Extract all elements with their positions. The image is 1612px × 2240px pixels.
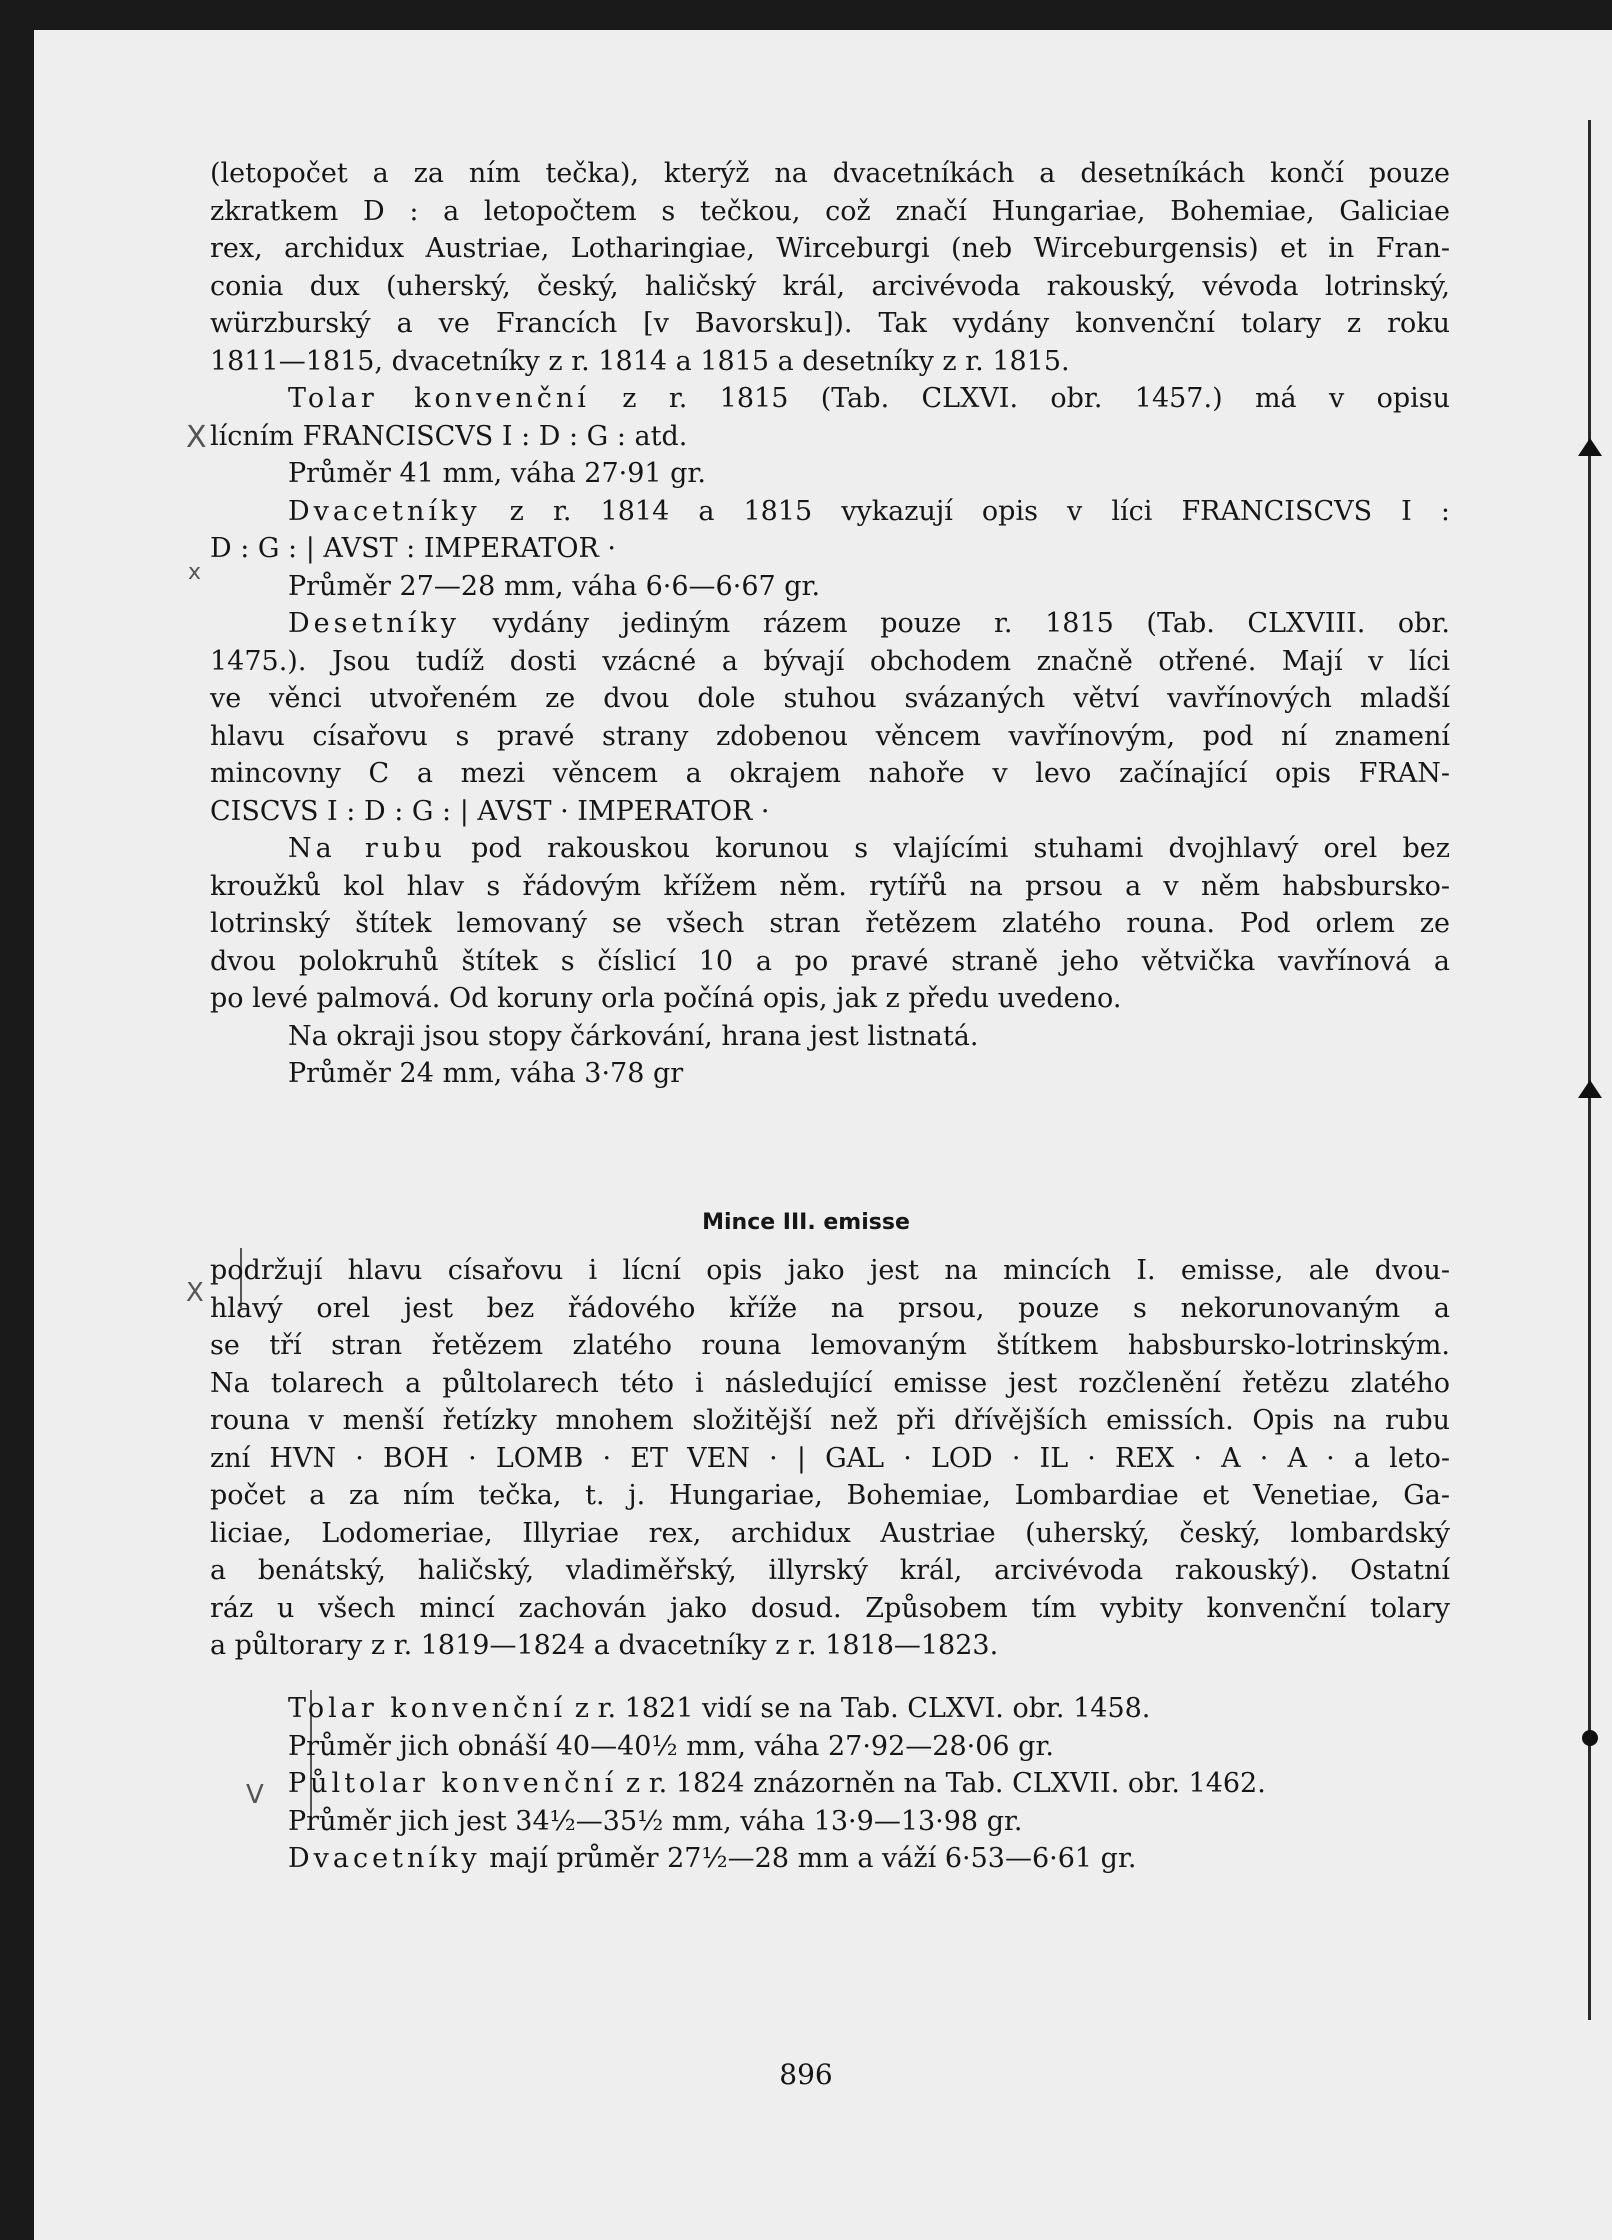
text-line: Průměr 24 mm, váha 3·78 gr <box>288 1058 684 1089</box>
text-line: 1475.). Jsou tudíž dosti vzácné a bývají obchodem značně otřené. Mají v líci <box>210 645 1450 677</box>
text-line <box>210 380 1450 418</box>
text-span: pod rakouskou korunou s vlajícími stuhami dvojhlavý orel bez <box>471 833 1450 864</box>
text-line: Průměr jich obnáší 40—40½ mm, váha 27·92—28·06 gr. <box>288 1730 1054 1762</box>
spaced-term: Tolar konvenční <box>288 383 590 414</box>
text-line: hlavý orel jest bez řádového kříže na prsou, pouze s nekorunovaným a <box>210 1292 1450 1324</box>
margin-mark: X <box>186 420 207 455</box>
edge-marker-icon <box>1578 1080 1602 1098</box>
text-span: z r. 1821 vidí se na Tab. CLXVI. obr. 1458. <box>574 1693 1151 1724</box>
edge-marker-icon <box>1582 1730 1598 1746</box>
text-line: rex, archidux Austriae, Lotharingiae, Wirceburgi (neb Wirceburgensis) et in Fran- <box>210 233 1450 264</box>
text-line: po levé palmová. Od koruny orla počíná opis, jak z předu uvedeno. <box>210 983 1122 1014</box>
text-line <box>210 605 1450 643</box>
section-heading: Mince III. emisse <box>702 1210 910 1235</box>
text-line: liciae, Lodomeriae, Illyriae rex, archidux Austriae (uherský, český, lombardský <box>210 1517 1450 1549</box>
text-span: z r. 1815 (Tab. CLXVI. obr. 1457.) má v opisu <box>622 383 1450 414</box>
text-line: dvou polokruhů štítek s číslicí 10 a po pravé straně jeho větvička vavřínová a <box>210 945 1450 977</box>
text-line <box>210 1765 1450 1803</box>
text-line: lotrinský štítek lemovaný se všech stran řetězem zlatého rouna. Pod orlem ze <box>210 908 1450 939</box>
text-line <box>210 1690 1450 1728</box>
text-block-1 <box>210 155 1450 1093</box>
spaced-term: Na rubu <box>288 833 446 864</box>
text-line: Průměr 27—28 mm, váha 6·6—6·67 gr. <box>288 570 821 602</box>
margin-mark: V <box>246 1780 264 1810</box>
edge-marker-icon <box>1578 438 1602 456</box>
text-line <box>210 1840 1450 1878</box>
text-span: vydány jediným rázem pouze r. 1815 (Tab. CLXVIII. obr. <box>492 608 1450 639</box>
text-line: (letopočet a za ním tečka), kterýž na dvacetníkách a desetníkách končí pouze <box>210 158 1450 189</box>
text-span: mají průměr 27½—28 mm a váží 6·53—6·61 gr. <box>489 1843 1137 1874</box>
text-span: z r. 1824 znázorněn na Tab. CLXVII. obr. 1462. <box>625 1768 1266 1799</box>
text-line: mincovny C a mezi věncem a okrajem nahoře v levo začínající opis FRAN- <box>210 758 1450 789</box>
spaced-term: Desetníky <box>288 608 460 639</box>
spaced-term: Tolar konvenční <box>288 1693 567 1724</box>
margin-mark: x <box>188 560 202 585</box>
text-line: kroužků kol hlav s řádovým křížem něm. rytířů na prsou a v něm habsbursko- <box>210 870 1450 902</box>
spaced-term: Dvacetníky <box>288 495 481 527</box>
text-block-2 <box>210 1252 1450 1665</box>
text-line: D : G : | AVST : IMPERATOR · <box>210 533 617 564</box>
text-line: zkratkem D : a letopočtem s tečkou, což značí Hungariae, Bohemiae, Galiciae <box>210 195 1450 227</box>
margin-mark: X <box>186 1278 204 1308</box>
text-span: z r. 1814 a 1815 vykazují opis v líci FRANCISCVS I : <box>509 495 1450 527</box>
text-block-3 <box>210 1690 1450 1878</box>
text-line: Na tolarech a půltolarech této i následující emisse jest rozčlenění řetězu zlatého <box>210 1367 1450 1399</box>
text-line: Na okraji jsou stopy čárkování, hrana jest listnatá. <box>288 1020 979 1052</box>
spaced-term: Dvacetníky <box>288 1843 481 1874</box>
text-line: Průměr jich jest 34½—35½ mm, váha 13·9—13·98 gr. <box>288 1805 1023 1837</box>
text-line: würzburský a ve Francích [v Bavorsku]). Tak vydány konvenční tolary z roku <box>210 308 1450 339</box>
text-line: lícním FRANCISCVS I : D : G : atd. <box>210 420 688 452</box>
text-line: rouna v menší řetízky mnohem složitější než při dřívějších emissích. Opis na rubu <box>210 1405 1450 1436</box>
text-line: zní HVN · BOH · LOMB · ET VEN · | GAL · LOD · IL · REX · A · A · a leto- <box>210 1442 1450 1474</box>
text-line <box>210 493 1450 531</box>
text-line: hlavu císařovu s pravé strany zdobenou věncem vavřínovým, pod ní znamení <box>210 720 1450 752</box>
text-line: a benátský, haličský, vladiměřský, illyrský král, arcivévoda rakouský). Ostatní <box>210 1555 1450 1586</box>
text-line: se tří stran řetězem zlatého rouna lemovaným štítkem habsbursko-lotrinským. <box>210 1330 1450 1361</box>
text-line: podržují hlavu císařovu i lícní opis jako jest na mincích I. emisse, ale dvou- <box>210 1255 1450 1286</box>
text-line: a půltorary z r. 1819—1824 a dvacetníky z r. 1818—1823. <box>210 1630 999 1661</box>
text-line: ve věnci utvořeném ze dvou dole stuhou svázaných větví vavřínových mladší <box>210 683 1450 714</box>
text-line: 1811—1815, dvacetníky z r. 1814 a 1815 a desetníky z r. 1815. <box>210 345 1070 377</box>
text-line: ráz u všech mincí zachován jako dosud. Způsobem tím vybity konvenční tolary <box>210 1592 1450 1624</box>
text-line: CISCVS I : D : G : | AVST · IMPERATOR · <box>210 795 770 827</box>
text-line: Průměr 41 mm, váha 27·91 gr. <box>288 458 706 489</box>
text-line <box>210 830 1450 868</box>
spaced-term: Půltolar konvenční <box>288 1768 618 1799</box>
page-number: 896 <box>779 2058 833 2091</box>
text-line: conia dux (uherský, český, haličský král, arcivévoda rakouský, vévoda lotrinský, <box>210 270 1450 302</box>
text-line: počet a za ním tečka, t. j. Hungariae, Bohemiae, Lombardiae et Venetiae, Ga- <box>210 1480 1450 1511</box>
